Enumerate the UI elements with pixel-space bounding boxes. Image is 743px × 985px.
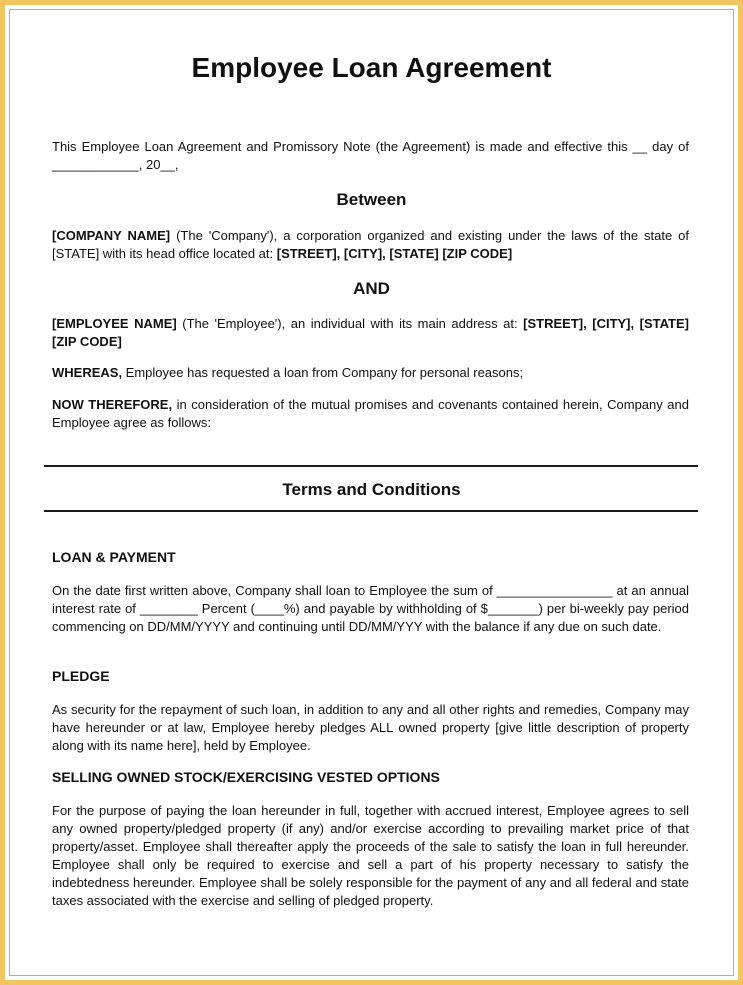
employee-paragraph <box>52 315 689 351</box>
now-therefore-label: NOW THEREFORE, <box>52 397 173 412</box>
section-body-selling-stock: For the purpose of paying the loan hereunder in full, together with accrued interest, Employee agrees to sell any owned property/pledged property (if any) and/or exercise according to prevailing market price of that property/asset. Employee shall thereafter apply the proceeds of the sale to satisfy the loan in full hereunder. Employee shall only be required to exercise and sell a part of his property necessary to satisfy the indebtedness hereunder. Employee shall be solely responsible for the payment of any and all federal and state taxes associated with the exercise and selling of pledged property. <box>52 803 689 908</box>
whereas-paragraph <box>52 364 689 382</box>
section-body-pledge: As security for the repayment of such loan, in addition to any and all other rights and remedies, Company may have hereunder or at law, Employee hereby pledges ALL owned property [give little description of property along with its name here], held by Employee. <box>52 702 689 753</box>
bottom-divider <box>44 510 698 512</box>
employee-address: [STREET], [CITY], [STATE] [ZIP CODE] <box>52 316 689 349</box>
company-text: (The 'Company'), a corporation organized and existing under the laws of the state of [STATE] with its head office located at: <box>52 228 689 261</box>
whereas-label: WHEREAS, <box>52 365 123 380</box>
whereas-text: Employee has requested a loan from Company for personal reasons; <box>122 365 524 380</box>
section-heading-selling-stock: SELLING OWNED STOCK/EXERCISING VESTED OPTIONS <box>52 769 440 785</box>
section-body-loan-payment: On the date first written above, Company shall loan to Employee the sum of ________________ at an annual interest rate of ________ Percent (____%) and payable by withholding of $_______) per bi-weekly pay period commencing on DD/MM/YYYY and continuing until DD/MM/YYY with the balance if any due on such date. <box>52 583 689 634</box>
employee-name-label: [EMPLOYEE NAME] <box>52 316 177 331</box>
company-paragraph <box>52 227 689 263</box>
and-heading: AND <box>353 279 390 298</box>
document-title: Employee Loan Agreement <box>191 52 552 83</box>
section-heading-loan-payment: LOAN & PAYMENT <box>52 549 176 565</box>
section-heading-pledge: PLEDGE <box>52 668 110 684</box>
top-divider <box>44 465 698 467</box>
company-address: [STREET], [CITY], [STATE] [ZIP CODE] <box>276 246 513 261</box>
employee-text: (The 'Employee'), an individual with its main address at: <box>176 316 524 331</box>
now-therefore-paragraph <box>52 396 689 432</box>
company-name-label: [COMPANY NAME] <box>52 228 171 243</box>
between-heading: Between <box>336 190 407 209</box>
terms-heading: Terms and Conditions <box>282 480 461 499</box>
now-therefore-text: in consideration of the mutual promises and covenants contained herein, Company and Employee agree as follows: <box>52 397 689 430</box>
intro-paragraph: This Employee Loan Agreement and Promissory Note (the Agreement) is made and effective this __ day of ____________, 20__, <box>52 139 689 172</box>
